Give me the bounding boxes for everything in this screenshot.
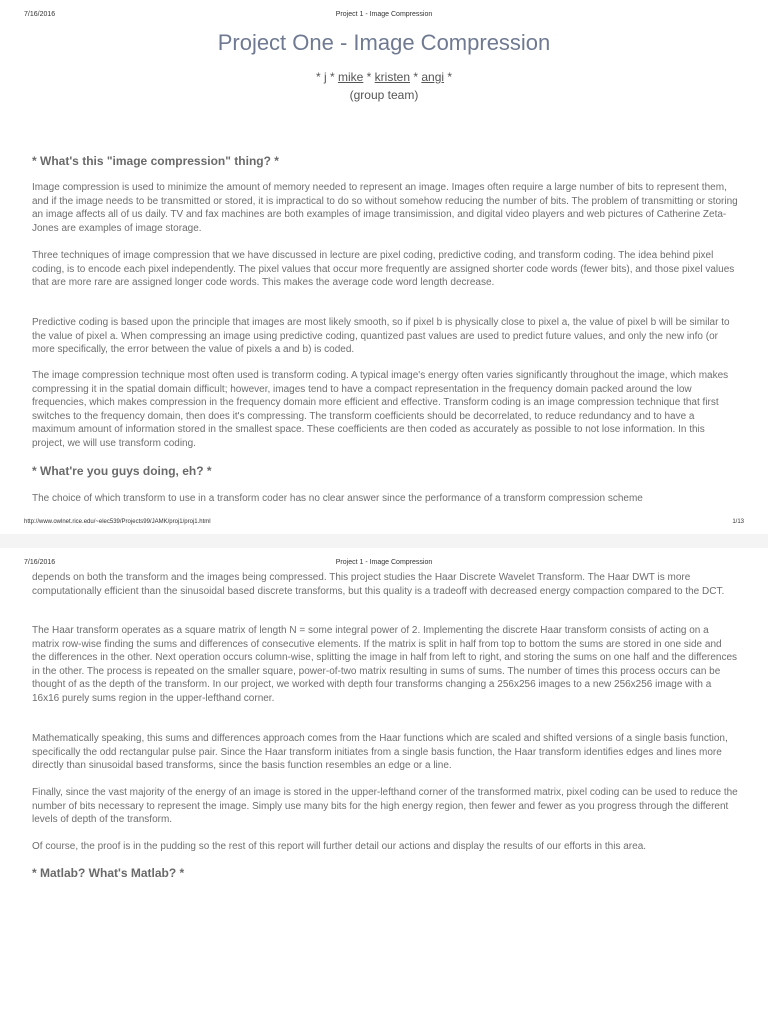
- member-links: [0, 70, 768, 84]
- pdf-page-2: [0, 548, 768, 1024]
- paragraph-predictive: Predictive coding is based upon the principle that images are most likely smooth, so if pixel b is physically close to pixel a, the value of pixel b will be similar to the value of pixel a. When compressing an image using predictive coding, quantized past values are used to predict future values, and only the new info (or more specifically, the error between the value of pixels a and b) is coded.: [32, 317, 730, 355]
- paragraph-techniques: Three techniques of image compression that we have discussed in lecture are pixel coding, predictive coding, and transform coding. The idea behind pixel coding, is to encode each pixel independently. The pixel values that occur more frequently are assigned shorter code words (fewer bits), and those pixel values that are more rare are assigned longer code words. This makes the average code word length decrease.: [32, 250, 735, 288]
- print-page-title: Project 1 - Image Compression: [335, 11, 433, 18]
- section-heading-matlab: * Matlab? What's Matlab? *: [32, 866, 185, 880]
- separator: *: [315, 70, 324, 84]
- separator: *: [363, 70, 375, 84]
- group-label: (group team): [349, 88, 419, 102]
- paragraph-math: Mathematically speaking, this sums and differences approach comes from the Haar functions which are scaled and shifted versions of a single basis function, specifically the odd rectangular pulse pair. Since the Haar transform initiates from a single basis function, the Haar transform identifies edges and lines more directly than sinusoidal based transforms, since the basis function resembles an edge or a line.: [32, 733, 728, 771]
- member-link-kristen[interactable]: kristen: [374, 70, 410, 84]
- paragraph-intro: Image compression is used to minimize the amount of memory needed to represent an image. Images often require a large number of bits to represent them, and if the image needs to be transmitted or stored, it is impractical to do so without somehow reducing the number of bits. The problem of transmitting or storing an image affects all of us daily. TV and fax machines are both examples of image transimission, and digital video players and web pictures of Catherine Zeta-Jones are examples of image storage.: [32, 182, 738, 234]
- print-header: [0, 559, 768, 571]
- paragraph-finally: Finally, since the vast majority of the energy of an image is stored in the upper-lefthand corner of the transformed matrix, pixel coding can be used to reduce the number of bits necessary to represent the image. Simply use many bits for the high energy region, then fewer and fewer as you progress through the different levels of depth of the transform.: [32, 787, 738, 825]
- print-header: [0, 11, 768, 23]
- section-heading-what: * What's this "image compression" thing? *: [32, 154, 279, 168]
- print-url: http://www.owlnet.rice.edu/~elec539/Projects99/JAMK/proj1/proj1.html: [24, 519, 211, 525]
- print-date: 7/16/2016: [24, 559, 56, 566]
- page-title: Project One - Image Compression: [217, 30, 551, 55]
- separator: *: [410, 70, 422, 84]
- member-link-j[interactable]: j: [323, 70, 327, 84]
- print-footer: [0, 519, 768, 531]
- paragraph-choice-start: The choice of which transform to use in a transform coder has no clear answer since the performance of a transform compression scheme: [32, 493, 643, 504]
- page-number: 1/13: [732, 519, 744, 525]
- paragraph-proof: Of course, the proof is in the pudding so the rest of this report will further detail our actions and display the results of our efforts in this area.: [32, 841, 647, 852]
- member-link-angi[interactable]: angi: [421, 70, 445, 84]
- paragraph-choice-cont: depends on both the transform and the images being compressed. This project studies the Haar Discrete Wavelet Transform. The Haar DWT is more computationally efficient than the sinusoidal based discrete transforms, but this quality is a tradeoff with decreased energy compaction compared to the DCT.: [32, 572, 725, 597]
- member-link-mike[interactable]: mike: [337, 70, 364, 84]
- print-date: 7/16/2016: [24, 11, 56, 18]
- separator: *: [444, 70, 453, 84]
- paragraph-transform: The image compression technique most often used is transform coding. A typical image's energy often varies significantly throughout the image, which makes compressing it in the spatial domain difficult; however, images tend to have a compact representation in the frequency domain packed around the low frequencies, which makes compression in the frequency domain more efficient and effective. Transform coding is an image compression technique that first switches to the frequency domain, then does it's compressing. The transform coefficients should be decorrelated, to reduce redundancy and to have a maximum amount of information stored in the smallest space. These coefficients are then coded as accurately as possible to not lose information. In this project, we will use transform coding.: [32, 370, 729, 449]
- separator: *: [326, 70, 338, 84]
- section-heading-doing: * What're you guys doing, eh? *: [32, 464, 212, 478]
- paragraph-haar: The Haar transform operates as a square matrix of length N = some integral power of 2. Implementing the discrete Haar transform consists of acting on a matrix row-wise finding the sums and differences of consecutive elements. If the matrix is split in half from top to bottom the sums are stored in one side and the differences in the other. Next operation occurs column-wise, splitting the image in half from left to right, and storing the sums on one half and the differences in the other. The process is repeated on the smaller square, power-of-two matrix resulting in sums of sums. The number of times this process occurs can be thought of as the depth of the transform. In our project, we worked with depth four transforms changing a 256x256 images to a new 256x256 image with a 16x16 purely sums region in the upper-lefthand corner.: [32, 625, 738, 704]
- print-page-title: Project 1 - Image Compression: [335, 559, 433, 566]
